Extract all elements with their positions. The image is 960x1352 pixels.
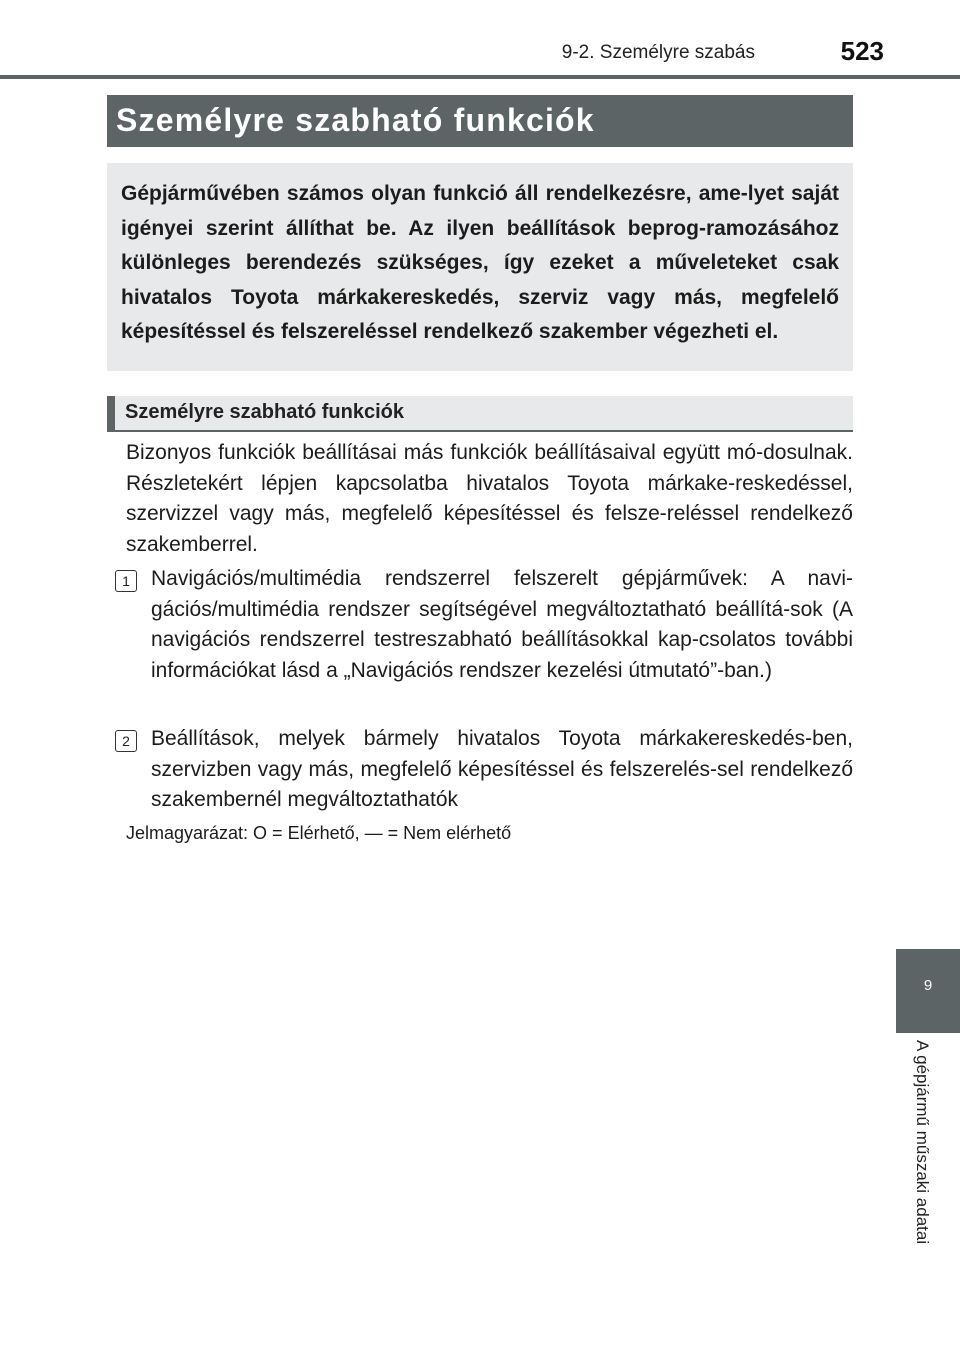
chapter-tab-number: 9 (923, 977, 933, 994)
page-number: 523 (840, 36, 884, 66)
legend-text: Jelmagyarázat: O = Elérhető, — = Nem elérhető (126, 823, 512, 843)
list-item: Beállítások, melyek bármely hivatalos Toyota márkakereskedés-ben, szervizben vagy más, megfelelő képesítéssel és felszerelés-sel rendelkező szakembernél megváltoztathatók (151, 727, 853, 811)
intro-box (107, 163, 853, 371)
page-title: Személyre szabható funkciók (107, 95, 853, 147)
header-section-title: 9-2. Személyre szabás (561, 42, 755, 63)
list-number-badge: 1 (115, 570, 137, 592)
chapter-tab[interactable] (896, 949, 960, 1033)
chapter-tab-label: A gépjármű műszaki adatai (913, 1040, 932, 1245)
list-item: Navigációs/multimédia rendszerrel felszerelt gépjárművek: A navi-gációs/multimédia rendszer segítségével megváltoztatható beállítá-sok (A navigációs rendszerrel testreszabható beállításokkal kap-csolatos további információkat lásd a „Navigációs rendszer kezelési útmutató”-ban.) (151, 567, 853, 682)
section-heading: Személyre szabható funkciók (107, 396, 853, 432)
header-divider (0, 75, 960, 79)
intro-text: Gépjárművében számos olyan funkció áll rendelkezésre, ame-lyet saját igényei szerint állíthat be. Az ilyen beállítások beprog-ramozásához különleges berendezés szükséges, így ezeket a műveleteket csak hivatalos Toyota márkakereskedés, szerviz vagy más, megfelelő képesítéssel és felszereléssel rendelkező szakember végezheti el. (121, 182, 839, 343)
list-number-badge: 2 (115, 730, 137, 752)
body-paragraph: Bizonyos funkciók beállításai más funkciók beállításaival együtt mó-dosulnak. Részletekért lépjen kapcsolatba hivatalos Toyota márkake-reskedéssel, szervizzel vagy más, megfelelő képesítéssel és felsze-reléssel rendelkező szakemberrel. (126, 441, 853, 556)
